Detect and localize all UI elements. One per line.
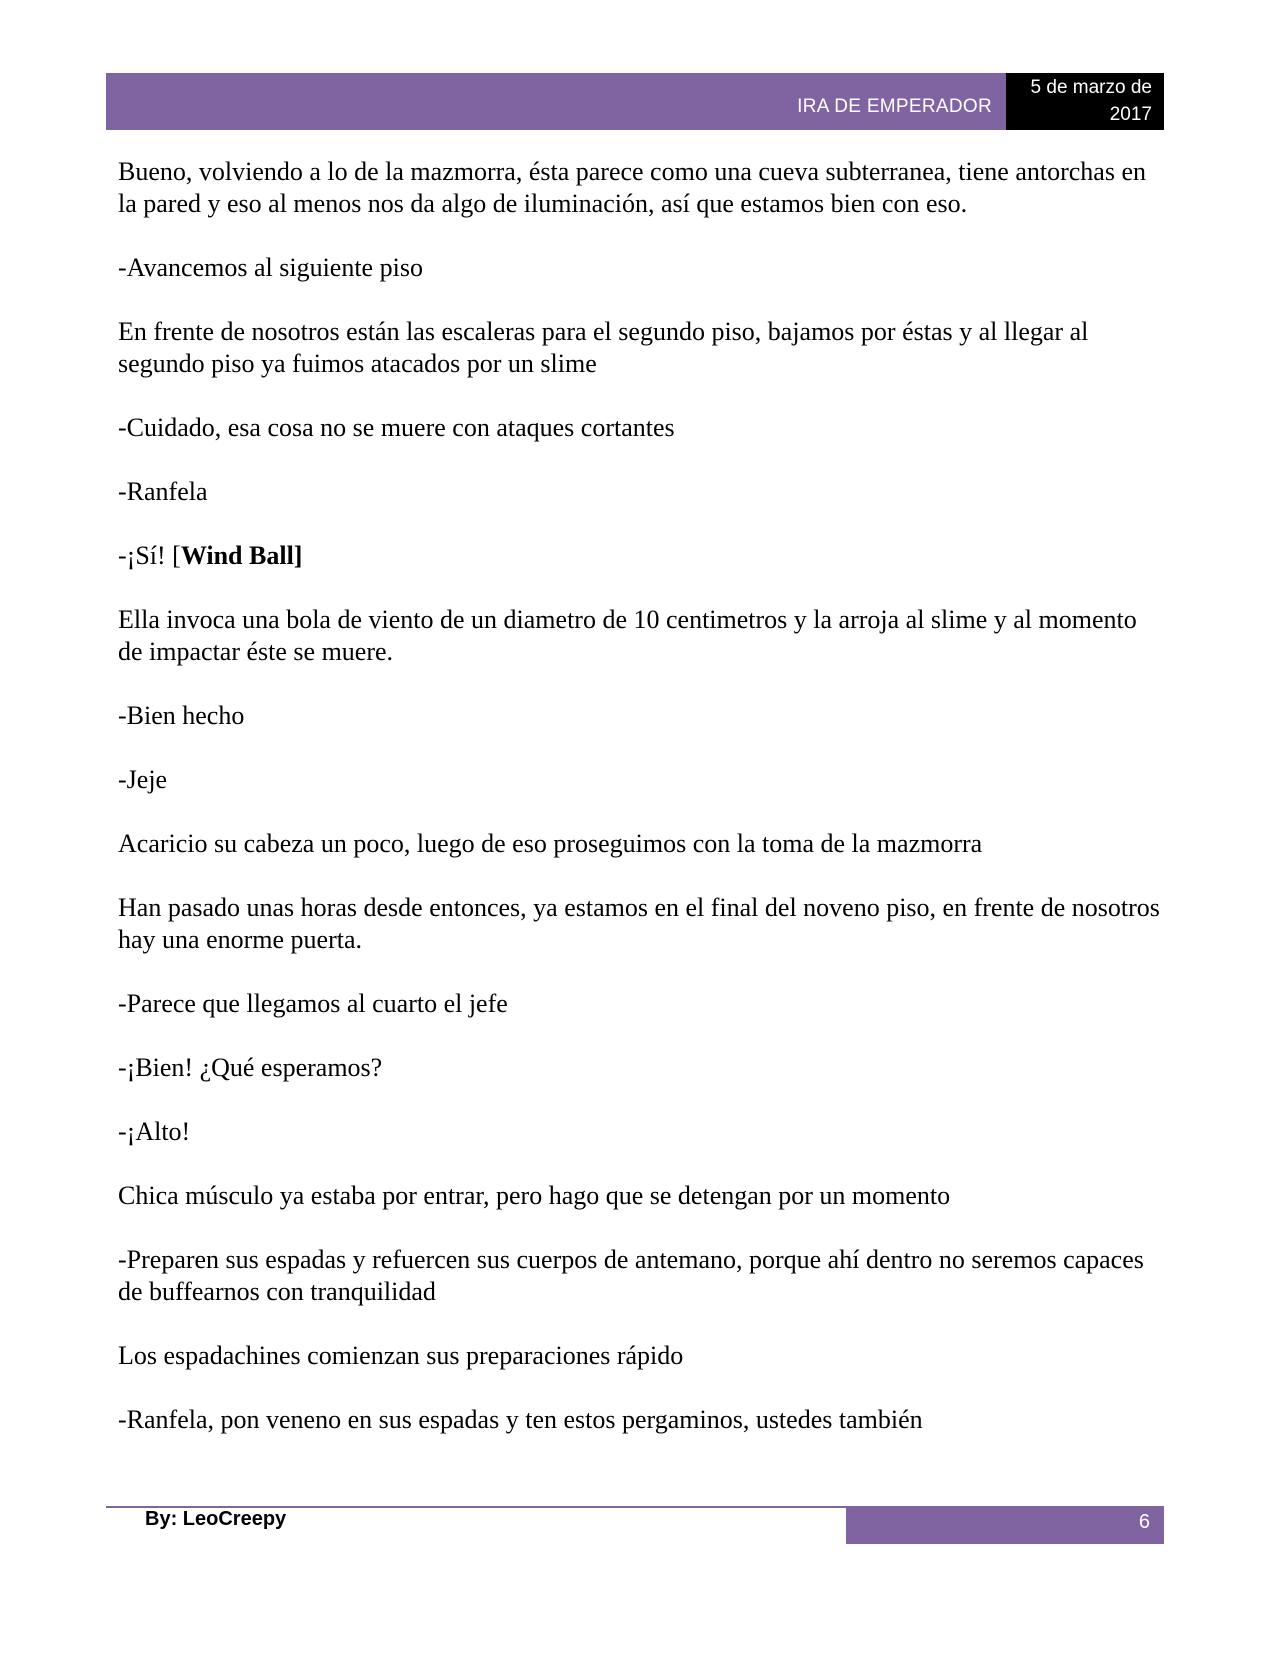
paragraph: Han pasado unas horas desde entonces, ya estamos en el final del noveno piso, en frente de nosotros hay una enorme puerta. bbox=[118, 893, 1160, 954]
paragraph: -Cuidado, esa cosa no se muere con ataques cortantes bbox=[118, 413, 675, 442]
paragraph: -¡Alto! bbox=[118, 1117, 191, 1146]
page-body bbox=[118, 156, 1160, 1468]
footer-bar bbox=[846, 1506, 1164, 1544]
paragraph: -Preparen sus espadas y refuercen sus cuerpos de antemano, porque ahí dentro no seremos capaces de buffearnos con tranquilidad bbox=[118, 1245, 1144, 1306]
paragraph: -Avancemos al siguiente piso bbox=[118, 253, 423, 282]
paragraph: -Ranfela, pon veneno en sus espadas y ten estos pergaminos, ustedes también bbox=[118, 1405, 923, 1434]
document-title: IRA DE EMPERADOR bbox=[797, 96, 992, 117]
paragraph: Chica músculo ya estaba por entrar, pero hago que se detengan por un momento bbox=[118, 1181, 951, 1210]
header-date bbox=[1006, 73, 1164, 130]
paragraph: -Bien hecho bbox=[118, 701, 245, 730]
paragraph: Acaricio su cabeza un poco, luego de eso proseguimos con la toma de la mazmorra bbox=[118, 829, 983, 858]
spell-name: Wind Ball] bbox=[180, 541, 303, 570]
paragraph: En frente de nosotros están las escaleras para el segundo piso, bajamos por éstas y al llegar al segundo piso ya fuimos atacados por un slime bbox=[118, 317, 1089, 378]
paragraph: Los espadachines comienzan sus preparaciones rápido bbox=[118, 1341, 684, 1370]
page-number: 6 bbox=[1138, 1511, 1150, 1533]
paragraph-with-spell bbox=[118, 540, 1160, 572]
paragraph-prefix: -¡Sí! [ bbox=[118, 541, 181, 570]
paragraph: Ella invoca una bola de viento de un diametro de 10 centimetros y la arroja al slime y al momento de impactar éste se muere. bbox=[118, 605, 1137, 666]
header-bar bbox=[106, 73, 1006, 130]
paragraph: -Parece que llegamos al cuarto el jefe bbox=[118, 989, 508, 1018]
paragraph: -¡Bien! ¿Qué esperamos? bbox=[118, 1053, 383, 1082]
date-line-1: 5 de marzo de bbox=[1030, 77, 1152, 98]
paragraph: -Ranfela bbox=[118, 477, 208, 506]
paragraph: Bueno, volviendo a lo de la mazmorra, ésta parece como una cueva subterranea, tiene antorchas en la pared y eso al menos nos da algo de iluminación, así que estamos bien con eso. bbox=[118, 157, 1146, 218]
date-line-2: 2017 bbox=[1109, 104, 1152, 125]
footer-author: By: LeoCreepy bbox=[145, 1508, 287, 1530]
paragraph: -Jeje bbox=[118, 765, 168, 794]
